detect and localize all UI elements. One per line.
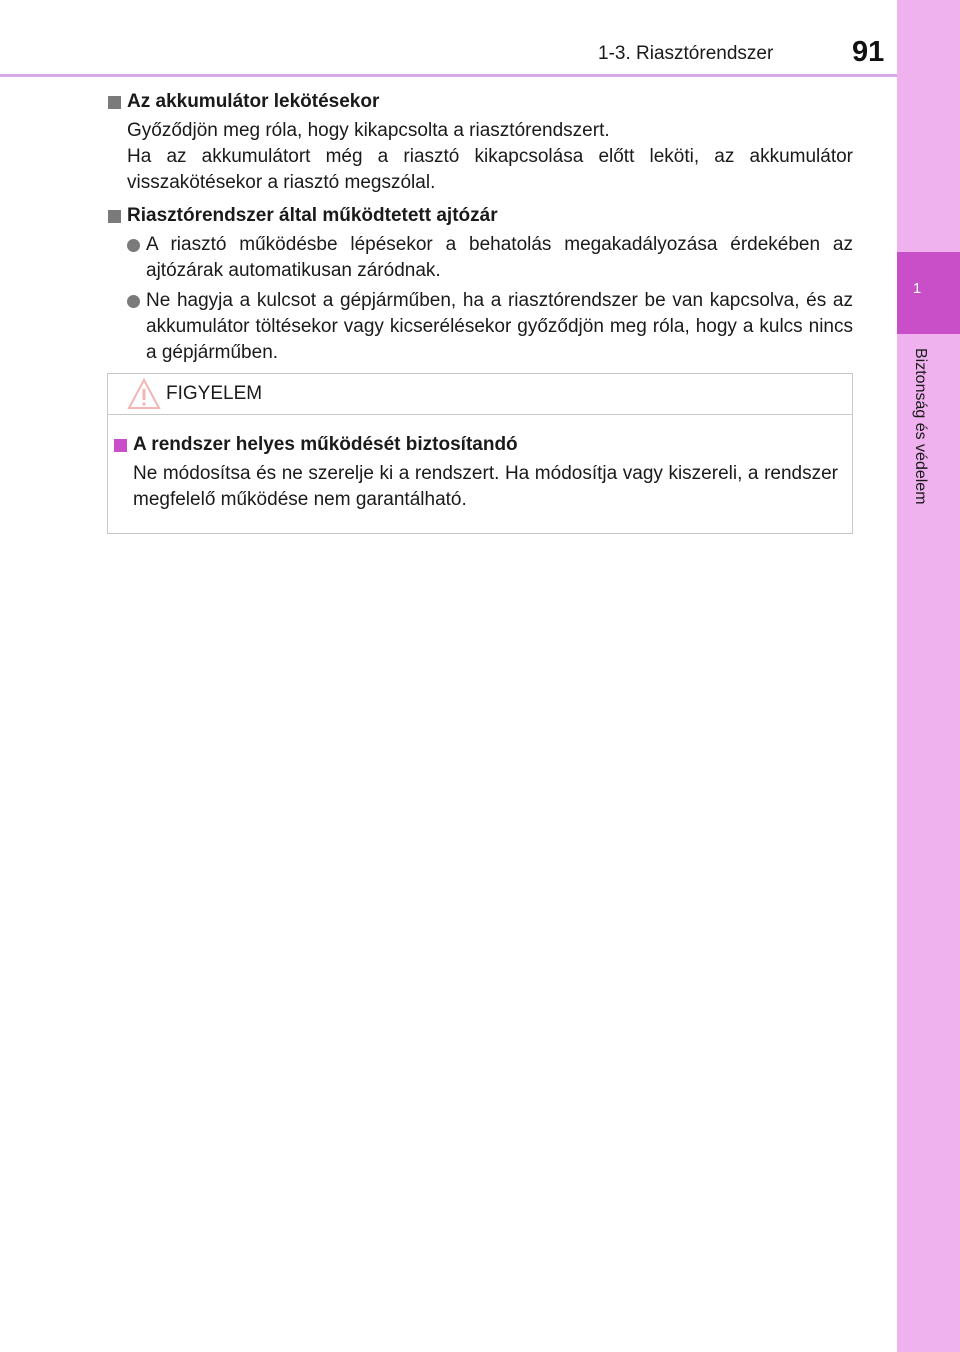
- list-item-text: A riasztó működésbe lépésekor a behatolás megakadályozása érdekében az ajtózárak automatikusan záródnak.: [146, 234, 853, 281]
- warning-box: [107, 373, 853, 534]
- paragraph: Ha az akkumulátort még a riasztó kikapcsolása előtt leköti, az akkumulátor visszakötésekor a riasztó megszólal.: [127, 146, 853, 193]
- list-item: [108, 288, 853, 366]
- section-title: 1-3. Riasztórendszer: [598, 43, 774, 64]
- main-content: [108, 90, 853, 366]
- chapter-number: 1: [912, 280, 922, 297]
- square-bullet-icon: [108, 210, 121, 223]
- warning-header: [108, 374, 852, 415]
- section-heading: [108, 204, 853, 228]
- warning-heading-text: A rendszer helyes működését biztosítandó: [133, 434, 518, 455]
- warning-triangle-icon: [127, 378, 161, 410]
- square-bullet-icon: [108, 96, 121, 109]
- section-heading-text: Az akkumulátor lekötésekor: [127, 91, 380, 112]
- round-bullet-icon: [127, 239, 140, 252]
- list-item-text: Ne hagyja a kulcsot a gépjárműben, ha a riasztórendszer be van kapcsolva, és az akkumulátor töltésekor vagy kicserélésekor győződjön meg róla, hogy a kulcs nincs a gépjárműben.: [146, 290, 853, 363]
- square-bullet-icon: [114, 439, 127, 452]
- page-header: [0, 0, 897, 80]
- section-door-lock: [108, 204, 853, 366]
- round-bullet-icon: [127, 295, 140, 308]
- warning-text: Ne módosítsa és ne szerelje ki a rendszert. Ha módosítja vagy kiszereli, a rendszer megfelelő működése nem garantálható.: [133, 463, 838, 510]
- chapter-title: Biztonság és védelem: [912, 348, 929, 505]
- warning-body: [108, 415, 852, 513]
- page-number: 91: [852, 36, 885, 68]
- warning-heading: [114, 433, 838, 457]
- warning-title: FIGYELEM: [166, 383, 263, 404]
- section-battery: [108, 90, 853, 196]
- list-item: [108, 232, 853, 284]
- header-divider: [0, 74, 897, 77]
- chapter-side-tab: [897, 0, 960, 1352]
- section-heading: [108, 90, 853, 114]
- section-heading-text: Riasztórendszer által működtetett ajtózár: [127, 205, 498, 226]
- paragraph: Győződjön meg róla, hogy kikapcsolta a riasztórendszert.: [127, 120, 610, 141]
